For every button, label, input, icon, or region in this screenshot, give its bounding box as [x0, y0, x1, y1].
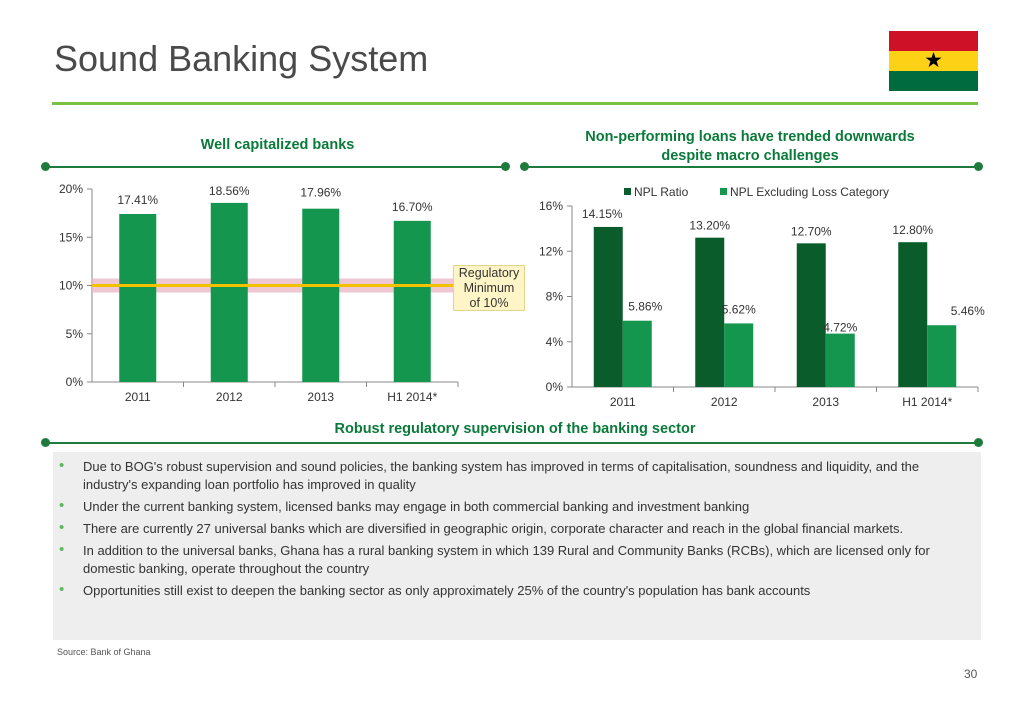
data-label: 17.41% — [117, 192, 159, 207]
divider-dot — [974, 162, 983, 171]
y-tick-label: 0% — [65, 375, 83, 389]
x-tick-label: H1 2014* — [387, 390, 438, 404]
npl-excl-bar — [826, 334, 855, 387]
y-tick-label: 4% — [545, 334, 563, 349]
data-label: 5.62% — [721, 302, 756, 317]
x-tick-label: 2013 — [307, 390, 335, 404]
data-label: 12.70% — [790, 224, 832, 239]
y-tick-label: 16% — [538, 199, 563, 213]
data-label: 12.80% — [892, 223, 934, 238]
bullet-icon: • — [59, 519, 65, 536]
reg-note-line2: Minimum — [463, 281, 515, 295]
y-tick-label: 20% — [58, 182, 83, 196]
x-tick-label: 2013 — [812, 395, 840, 409]
bullet-icon: • — [59, 541, 65, 558]
npl-excl-bar — [927, 325, 956, 387]
legend-swatch — [720, 188, 727, 195]
supervision-title: Robust regulatory supervision of the banking sector — [334, 421, 696, 437]
npl-ratio-bar — [898, 242, 927, 387]
x-tick-label: 2012 — [710, 395, 738, 409]
flag-yellow-stripe — [889, 51, 978, 71]
data-label: 13.20% — [689, 218, 731, 233]
capital-bar — [119, 214, 156, 382]
title-rule — [52, 102, 978, 105]
right-section-title-line1: Non-performing loans have trended downwards — [585, 129, 915, 145]
reg-note-line3: of 10% — [469, 296, 509, 310]
legend-label: NPL Ratio — [634, 185, 689, 199]
legend-label: NPL Excluding Loss Category — [730, 185, 889, 199]
y-tick-label: 8% — [545, 289, 563, 304]
y-tick-label: 12% — [538, 244, 563, 259]
npl-ratio-bar — [594, 227, 623, 387]
x-tick-label: 2011 — [124, 390, 151, 404]
y-tick-label: 5% — [65, 326, 83, 341]
npl-ratio-bar — [797, 243, 826, 387]
data-label: 17.96% — [300, 185, 342, 200]
bullet-panel — [53, 452, 981, 640]
capital-bar — [302, 209, 339, 382]
right-divider-line — [524, 166, 978, 168]
bullet-list — [53, 452, 981, 600]
y-tick-label: 0% — [545, 380, 563, 394]
data-label: 4.72% — [823, 320, 858, 335]
bullet-item — [59, 581, 971, 600]
bullet-item — [59, 519, 971, 538]
right-section-title — [540, 128, 960, 166]
regulatory-minimum-note — [453, 265, 525, 311]
legend-swatch — [624, 188, 631, 195]
divider-dot — [501, 162, 510, 171]
npl-ratio-bar — [695, 238, 724, 387]
page-number: 30 — [964, 667, 978, 681]
star-icon: ★ — [924, 49, 943, 72]
data-label: 18.56% — [208, 183, 250, 198]
bullet-item — [59, 497, 971, 516]
flag-red-stripe — [889, 31, 978, 51]
bullet-text: There are currently 27 universal banks which are diversified in geographic origin, corporate character and reach in the global financial markets. — [83, 521, 904, 536]
data-label: 16.70% — [391, 199, 433, 214]
source-note: Source: Bank of Ghana — [57, 647, 151, 657]
npl-excl-bar — [623, 321, 652, 387]
y-tick-label: 10% — [58, 278, 83, 293]
left-divider-line — [45, 166, 505, 168]
capital-bar — [211, 203, 248, 382]
x-tick-label: 2011 — [609, 395, 636, 409]
bullet-item — [59, 457, 971, 494]
bullet-icon: • — [59, 497, 65, 514]
bottom-divider-line — [45, 442, 979, 444]
bullet-item — [59, 541, 971, 578]
bullet-icon: • — [59, 581, 65, 598]
npl-excl-bar — [724, 323, 753, 387]
bullet-text: Opportunities still exist to deepen the banking sector as only approximately 25% of the country's population has bank accounts — [83, 583, 811, 598]
x-tick-label: 2012 — [215, 390, 243, 404]
y-tick-label: 15% — [58, 230, 83, 245]
data-label: 5.86% — [628, 299, 663, 314]
data-label: 5.46% — [950, 304, 985, 319]
x-tick-label: H1 2014* — [902, 395, 953, 409]
reg-note-line1: Regulatory — [458, 266, 520, 280]
right-section-title-line2: despite macro challenges — [661, 148, 839, 164]
bullet-icon: • — [59, 457, 65, 474]
left-section-title: Well capitalized banks — [200, 137, 355, 153]
page-title: Sound Banking System — [54, 38, 429, 79]
flag-green-stripe — [889, 71, 978, 91]
bullet-text: Under the current banking system, licensed banks may engage in both commercial banking and investment banking — [83, 499, 750, 514]
capital-bar — [394, 221, 431, 382]
capital-adequacy-chart — [40, 175, 470, 410]
bullet-text: Due to BOG's robust supervision and sound policies, the banking system has improved in terms of capitalisation, soundness and liquidity, and the industry's expanding loan portfolio has improved in quality — [83, 459, 920, 492]
divider-dot — [974, 438, 983, 447]
bullet-text: In addition to the universal banks, Ghana has a rural banking system in which 139 Rural and Community Banks (RCBs), which are licensed only for domestic banking, operate throughout the country — [83, 543, 930, 576]
data-label: 14.15% — [581, 206, 623, 221]
npl-chart — [520, 180, 990, 415]
ghana-flag-icon — [889, 31, 978, 91]
